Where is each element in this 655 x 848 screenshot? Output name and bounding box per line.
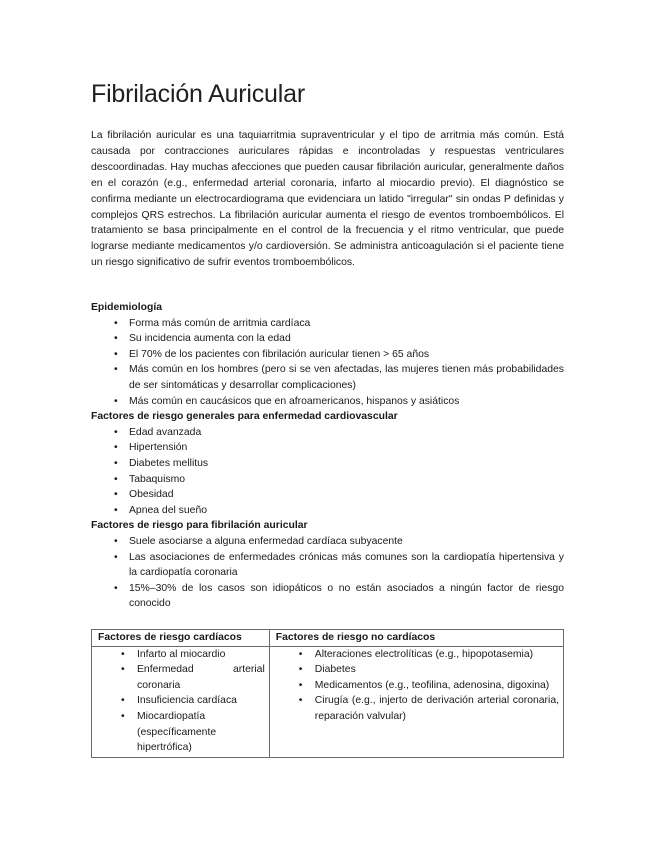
- section-heading-epidemiologia: Epidemiología: [91, 302, 163, 313]
- list-item: • Diabetes mellitus: [91, 456, 564, 472]
- list-item: • Apnea del sueño: [91, 503, 564, 519]
- list-item: • Infarto al miocardio: [96, 647, 265, 663]
- header-non-cardiac-risk: Factores de riesgo no cardíacos: [269, 630, 563, 647]
- non-cardiac-risk-list: [274, 647, 559, 725]
- list-item: • Diabetes: [274, 662, 559, 678]
- section-heading-riesgo-general: Factores de riesgo generales para enfermedad cardiovascular: [91, 411, 398, 423]
- riesgo-fa-list: [91, 534, 564, 612]
- intro-paragraph: La fibrilación auricular es una taquiarritmia supraventricular y el tipo de arritmia más común. Está causada por contracciones auriculares rápidas e incontroladas y respuestas ventriculares descoordinadas. Hay muchas afecciones que pueden causar fibrilación auricular, generalmente daños en el corazón (e.g., enfermedad arterial coronaria, infarto al miocardio previo). El diagnóstico se confirma mediante un electrocardiograma que evidenciara un latido "irregular" sin ondas P definidas y complejos QRS estrechos. La fibrilación auricular aumenta el riesgo de eventos tromboembólicos. El tratamiento se basa principalmente en el control de la frecuencia y el ritmo ventricular, que puede lograrse mediante medicamentos y/o cardioversión. Se administra anticoagulación si el paciente tiene un riesgo significativo de sufrir eventos tromboembólicos.: [91, 130, 564, 269]
- header-cardiac-risk: Factores de riesgo cardíacos: [92, 630, 270, 647]
- list-item: • Más común en caucásicos que en afroamericanos, hispanos y asiáticos: [91, 394, 564, 410]
- cardiac-risk-list: [96, 647, 265, 756]
- list-item: • Tabaquismo: [91, 472, 564, 488]
- list-item: • Edad avanzada: [91, 425, 564, 441]
- sections-container: [91, 300, 564, 612]
- risk-factors-table: [91, 629, 564, 758]
- list-item: • Enfermedad arterial coronaria: [96, 662, 265, 693]
- non-cardiac-risk-cell: [269, 646, 563, 757]
- section-heading-riesgo-fa: Factores de riesgo para fibrilación auricular: [91, 520, 308, 532]
- cardiac-risk-cell: [92, 646, 270, 757]
- list-item: • Más común en los hombres (pero si se ven afectadas, las mujeres tienen más probabilidades de ser sintomáticas y desarrollar complicaciones): [91, 362, 564, 393]
- list-item: • Insuficiencia cardíaca: [96, 693, 265, 709]
- list-item: • Miocardiopatía (específicamente hipertrófica): [96, 709, 265, 756]
- list-item: • Forma más común de arritmia cardíaca: [91, 316, 564, 332]
- list-item: • Hipertensión: [91, 440, 564, 456]
- list-item: • Obesidad: [91, 487, 564, 503]
- list-item: • Cirugía (e.g., injerto de derivación arterial coronaria, reparación valvular): [274, 693, 559, 724]
- list-item: • 15%–30% de los casos son idiopáticos o no están asociados a ningún factor de riesgo conocido: [91, 581, 564, 612]
- table-header-row: [92, 630, 564, 647]
- list-item: • Su incidencia aumenta con la edad: [91, 331, 564, 347]
- page-title: Fibrilación Auricular: [91, 80, 305, 108]
- list-item: • El 70% de los pacientes con fibrilación auricular tienen > 65 años: [91, 347, 564, 363]
- list-item: • Medicamentos (e.g., teofilina, adenosina, digoxina): [274, 678, 559, 694]
- epidemiologia-list: [91, 316, 564, 410]
- list-item: • Suele asociarse a alguna enfermedad cardíaca subyacente: [91, 534, 564, 550]
- riesgo-general-list: [91, 425, 564, 519]
- list-item: • Alteraciones electrolíticas (e.g., hipopotasemia): [274, 647, 559, 663]
- table-row: [92, 646, 564, 757]
- list-item: • Las asociaciones de enfermedades crónicas más comunes son la cardiopatía hipertensiva y la cardiopatía coronaria: [91, 550, 564, 581]
